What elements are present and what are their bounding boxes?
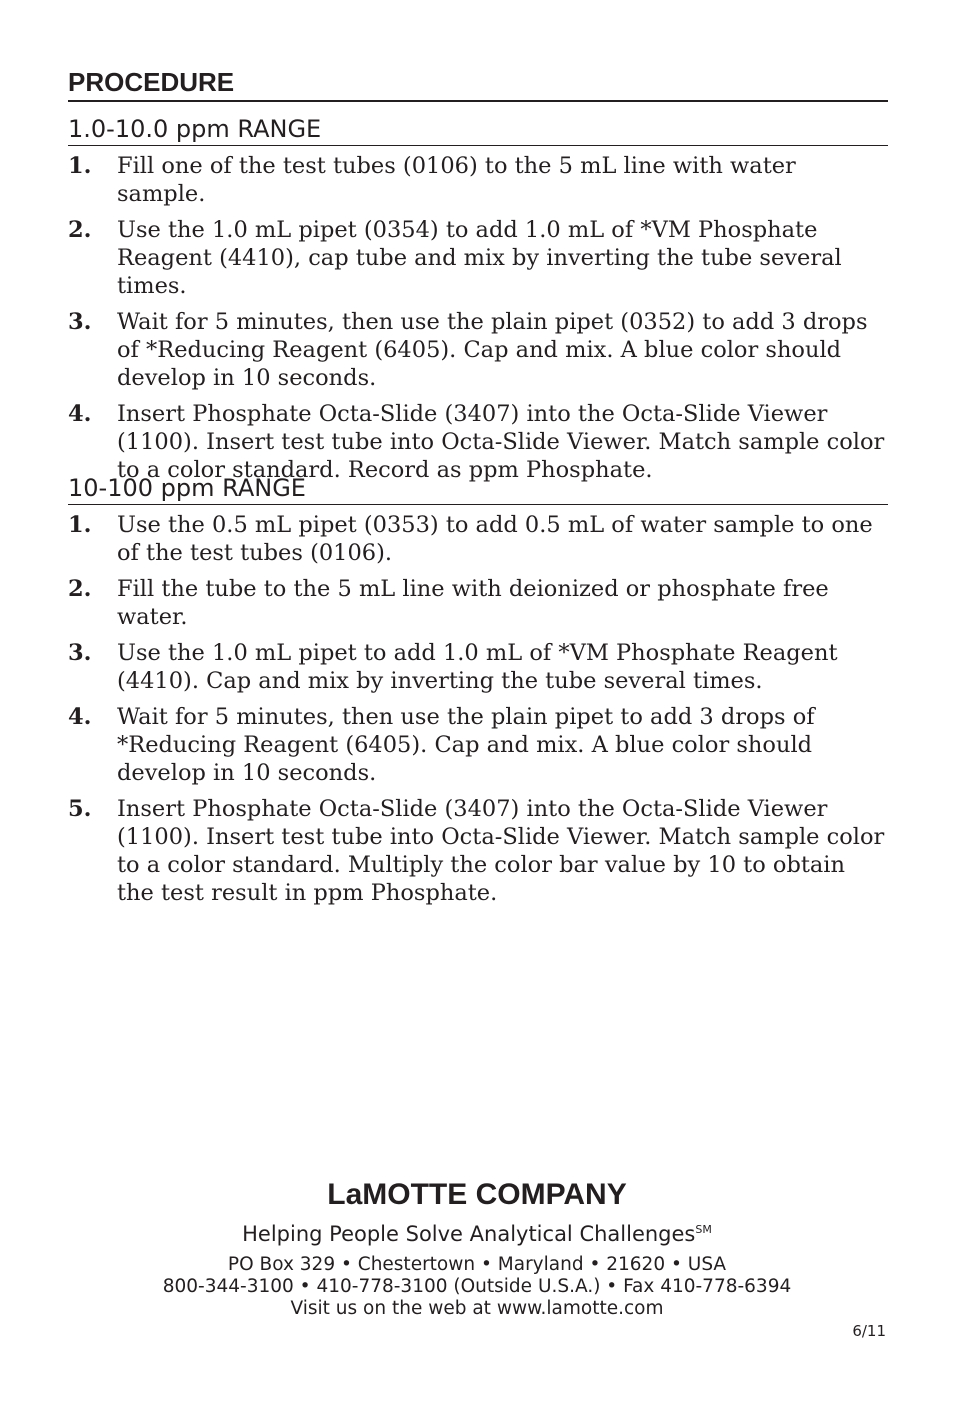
company-address: PO Box 329 • Chestertown • Maryland • 21620 • USA bbox=[227, 1254, 727, 1275]
procedure-heading: PROCEDURE bbox=[68, 66, 888, 102]
company-name: LaMOTTE COMPANY bbox=[327, 1178, 627, 1211]
step-text: Wait for 5 minutes, then use the plain pipet (0352) to add 3 drops of *Reducing Reagent (6405). Cap and mix. A blue color should develop in 10 seconds. bbox=[117, 309, 868, 391]
section-title: 1.0-10.0 ppm RANGE bbox=[68, 114, 888, 146]
step-item bbox=[68, 639, 888, 695]
section-low-range bbox=[68, 114, 888, 492]
step-text: Insert Phosphate Octa-Slide (3407) into the Octa-Slide Viewer (1100). Insert test tube into Octa-Slide Viewer. Match sample color to a color standard. Record as ppm Phosphate. bbox=[117, 401, 885, 483]
step-item bbox=[68, 795, 888, 907]
step-number: 4. bbox=[68, 401, 92, 427]
step-list bbox=[68, 152, 888, 484]
section-high-range bbox=[68, 473, 888, 915]
section-title: 10-100 ppm RANGE bbox=[68, 473, 888, 505]
step-item bbox=[68, 703, 888, 787]
step-text: Use the 0.5 mL pipet (0353) to add 0.5 mL of water sample to one of the test tubes (0106). bbox=[117, 512, 873, 566]
step-item bbox=[68, 400, 888, 484]
company-footer bbox=[0, 1178, 954, 1320]
step-item bbox=[68, 575, 888, 631]
step-text: Wait for 5 minutes, then use the plain pipet to add 3 drops of *Reducing Reagent (6405). Cap and mix. A blue color should develop in 10 seconds. bbox=[117, 704, 815, 786]
company-tagline bbox=[0, 1216, 954, 1248]
step-text: Use the 1.0 mL pipet to add 1.0 mL of *VM Phosphate Reagent (4410). Cap and mix by inverting the tube several times. bbox=[117, 640, 838, 694]
tagline-text: Helping People Solve Analytical Challenges bbox=[242, 1222, 696, 1246]
step-number: 2. bbox=[68, 217, 92, 243]
step-number: 1. bbox=[68, 153, 92, 179]
step-text: Fill the tube to the 5 mL line with deionized or phosphate free water. bbox=[117, 576, 829, 630]
step-list bbox=[68, 511, 888, 907]
step-number: 3. bbox=[68, 309, 92, 335]
step-item bbox=[68, 152, 888, 208]
step-number: 1. bbox=[68, 512, 92, 538]
service-mark: SM bbox=[695, 1223, 712, 1236]
step-item bbox=[68, 511, 888, 567]
company-phones: 800-344-3100 • 410-778-3100 (Outside U.S.A.) • Fax 410-778-6394 bbox=[162, 1276, 792, 1297]
step-number: 2. bbox=[68, 576, 92, 602]
step-text: Insert Phosphate Octa-Slide (3407) into the Octa-Slide Viewer (1100). Insert test tube into Octa-Slide Viewer. Match sample color to a color standard. Multiply the color bar value by 10 to obtain the test result in ppm Phosphate. bbox=[117, 796, 885, 906]
step-item bbox=[68, 216, 888, 300]
date-code: 6/11 bbox=[852, 1322, 886, 1340]
step-number: 4. bbox=[68, 704, 92, 730]
step-number: 5. bbox=[68, 796, 92, 822]
step-text: Use the 1.0 mL pipet (0354) to add 1.0 mL of *VM Phosphate Reagent (4410), cap tube and mix by inverting the tube several times. bbox=[117, 217, 842, 299]
step-item bbox=[68, 308, 888, 392]
company-website: Visit us on the web at www.lamotte.com bbox=[290, 1298, 664, 1319]
step-number: 3. bbox=[68, 640, 92, 666]
step-text: Fill one of the test tubes (0106) to the 5 mL line with water sample. bbox=[117, 153, 796, 207]
